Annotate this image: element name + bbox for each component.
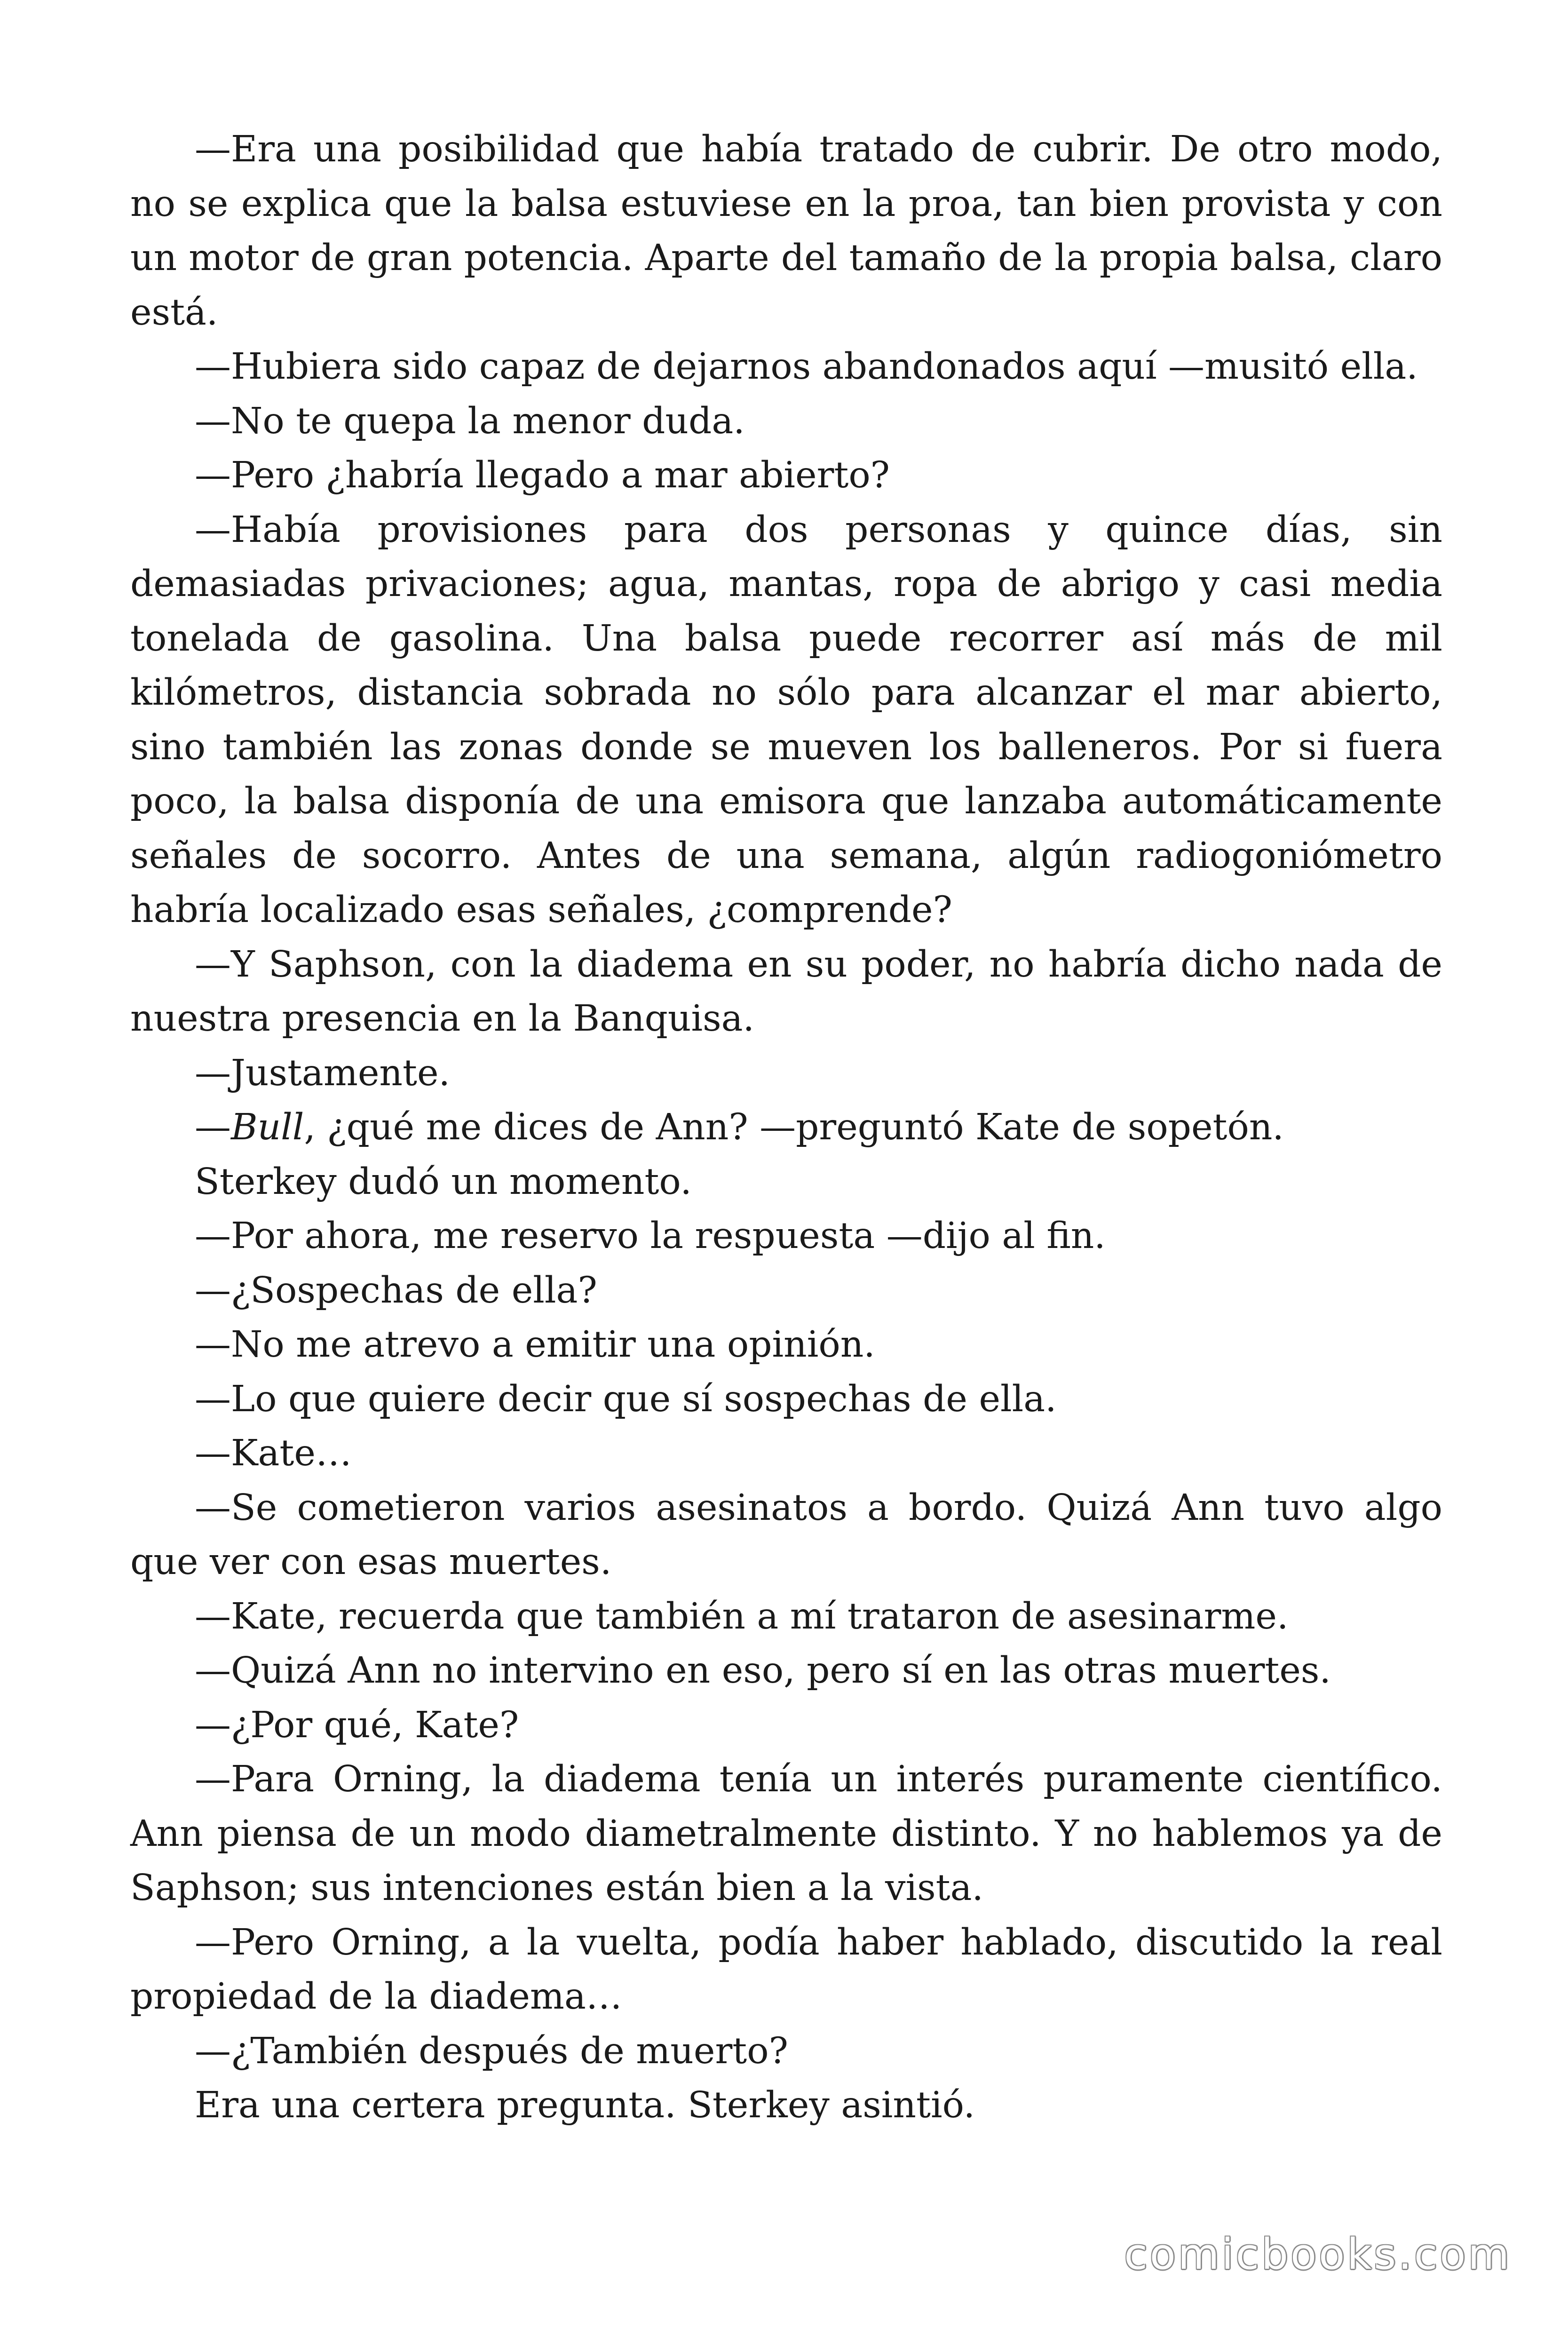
paragraph-5: —Había provisiones para dos personas y quince días, sin demasiadas privaciones; agua, mantas, ropa de abrigo y casi media tonelada de gasolina. Una balsa puede recorrer así más de mil kilómetros, distancia sobrada no sólo para alcanzar el mar abierto, sino también las zonas donde se mueven los balleneros. Por si fuera poco, la balsa disponía de una emisora que lanzaba automáticamente señales de socorro. Antes de una semana, algún radiogoniómetro habría localizado esas señales, ¿comprende?: [130, 509, 1442, 931]
paragraph-7: —Justamente.: [195, 1052, 450, 1094]
paragraph-20: —Pero Orning, a la vuelta, podía haber hablado, discutido la real propiedad de la diadema…: [130, 1921, 1442, 2018]
paragraph-18: —¿Por qué, Kate?: [195, 1704, 519, 1746]
paragraph-19: —Para Orning, la diadema tenía un interés puramente científico. Ann piensa de un modo diametralmente distinto. Y no hablemos ya de Saphson; sus intenciones están bien a la vista.: [130, 1758, 1442, 1909]
paragraph-16: —Kate, recuerda que también a mí trataron de asesinarme.: [195, 1595, 1289, 1637]
character-name-bull: Bull: [231, 1106, 304, 1148]
paragraph-14: —Kate…: [195, 1432, 352, 1474]
paragraph-9: Sterkey dudó un momento.: [195, 1160, 692, 1203]
paragraph-1: —Era una posibilidad que había tratado de cubrir. De otro modo, no se explica que la balsa estuviese en la proa, tan bien provista y con un motor de gran potencia. Aparte del tamaño de la propia balsa, claro está.: [130, 128, 1442, 334]
paragraph-3: —No te quepa la menor duda.: [195, 400, 745, 442]
paragraph-12: —No me atrevo a emitir una opinión.: [195, 1324, 875, 1366]
watermark-logo: comicbooks.com: [1124, 2230, 1512, 2279]
dialogue-dash: —: [195, 1106, 231, 1148]
paragraph-8-rest: , ¿qué me dices de Ann? —preguntó Kate de sopetón.: [304, 1106, 1284, 1148]
paragraph-6: —Y Saphson, con la diadema en su poder, no habría dicho nada de nuestra presencia en la Banquisa.: [130, 943, 1442, 1040]
page-text: [130, 122, 1442, 2133]
paragraph-17: —Quizá Ann no intervino en eso, pero sí en las otras muertes.: [195, 1650, 1331, 1692]
paragraph-8: [130, 1100, 1442, 1155]
paragraph-11: —¿Sospechas de ella?: [195, 1269, 597, 1311]
paragraph-22: Era una certera pregunta. Sterkey asintió.: [195, 2084, 975, 2126]
paragraph-2: —Hubiera sido capaz de dejarnos abandonados aquí —musitó ella.: [195, 346, 1418, 388]
paragraph-10: —Por ahora, me reservo la respuesta —dijo al fin.: [195, 1215, 1106, 1257]
paragraph-4: —Pero ¿habría llegado a mar abierto?: [195, 454, 890, 496]
paragraph-13: —Lo que quiere decir que sí sospechas de ella.: [195, 1378, 1057, 1420]
paragraph-15: —Se cometieron varios asesinatos a bordo. Quizá Ann tuvo algo que ver con esas muertes.: [130, 1486, 1442, 1583]
paragraph-21: —¿También después de muerto?: [195, 2030, 788, 2072]
